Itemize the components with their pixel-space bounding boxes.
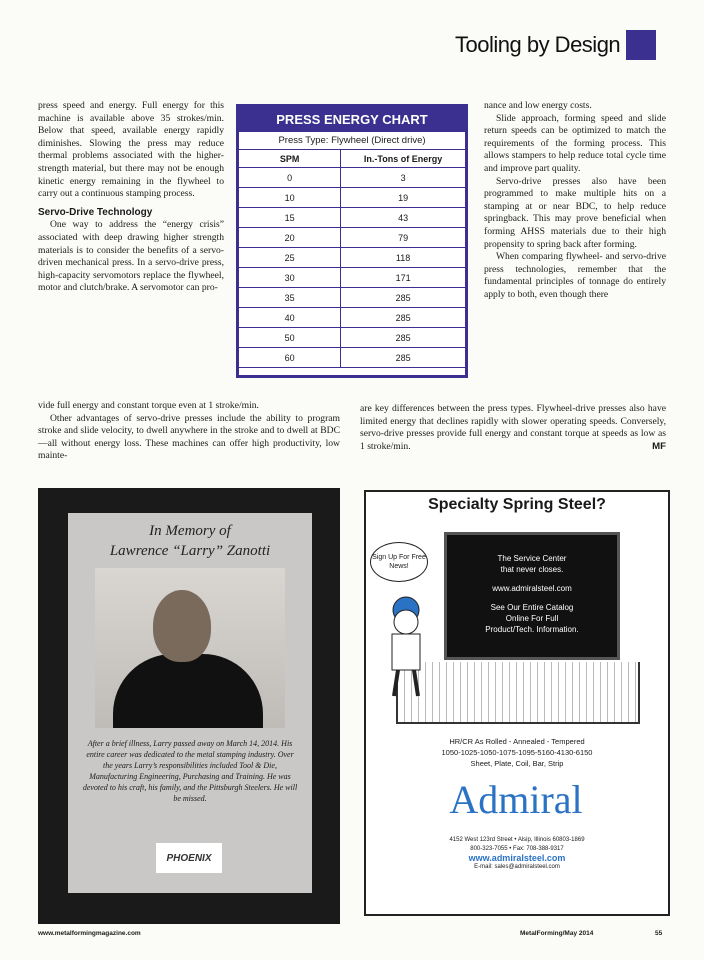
spm-cell: 0	[239, 168, 341, 188]
memorial-ad	[38, 488, 340, 924]
header-title: Tooling by Design	[455, 32, 621, 57]
memorial-panel	[68, 513, 312, 893]
memorial-heading: In Memory of Lawrence “Larry” Zanotti	[109, 523, 271, 559]
spm-cell: 30	[239, 268, 341, 288]
table-row	[239, 348, 465, 368]
paragraph: Other advantages of servo-drive presses include the ability to program stroke and slide velocity, to dwell anywhere in the stroke and to dwell at BDC—all without energy loss. These machines can offer high productivity, low mainte-	[38, 412, 340, 462]
spm-cell: 25	[239, 248, 341, 268]
page-number: 55	[655, 930, 663, 937]
energy-cell: 79	[341, 228, 465, 248]
energy-cell: 285	[341, 308, 465, 328]
spm-cell: 15	[239, 208, 341, 228]
table-row	[239, 248, 465, 268]
article-column-right	[484, 100, 666, 302]
spm-cell: 40	[239, 308, 341, 328]
spm-cell: 35	[239, 288, 341, 308]
spm-cell: 60	[239, 348, 341, 368]
chart-title: PRESS ENERGY CHART	[239, 107, 465, 132]
ad-title: Specialty Spring Steel?	[428, 496, 606, 513]
end-mark: MF	[652, 440, 666, 452]
table-row	[239, 288, 465, 308]
phoenix-logo: PHOENIX	[156, 843, 222, 873]
email-link[interactable]: E-mail: sales@admiralsteel.com	[474, 864, 560, 870]
column-header-energy: In.-Tons of Energy	[341, 150, 465, 168]
paragraph: press speed and energy. Full energy for this machine is available above 35 strokes/min. Below that speed, available energy rapidly diminishes. Slowing the press may reduce thermal problems associated with the higher-strength material, but there may not be enough kinetic energy remaining in the flywheel to carry out a continuous stamping process.	[38, 100, 224, 200]
footer-issue: MetalForming/May 2014	[520, 930, 594, 937]
subheading: Servo-Drive Technology	[38, 206, 153, 218]
paragraph: When comparing flywheel- and servo-drive press technologies, remember that the fundamental principles of tonnage do entirely apply to both, even though there	[484, 251, 666, 300]
table-row	[239, 268, 465, 288]
paragraph: vide full energy and constant torque even at 1 stroke/min.	[38, 400, 259, 411]
paragraph: are key differences between the press types. Flywheel-drive presses also have limited energy that declines rapidly with slower operating speeds. Conversely, servo-drive presses provide full energy and constant torque at speeds as low as 1 stroke/min.	[360, 403, 666, 452]
table-row	[239, 168, 465, 188]
contact-info: 4152 West 123rd Street • Alsip, Illinois 60803-1869 800-323-7055 • Fax: 708-388-9317 www.admiralsteel.com E-mail: sales@admiralsteel.com	[386, 836, 648, 872]
spm-cell: 20	[239, 228, 341, 248]
paragraph: Slide approach, forming speed and slide return speeds can be optimized to match the requirements of the forming process. This allows stampers to help reduce total cycle time and improve part quality.	[484, 112, 666, 174]
page-header	[455, 30, 656, 60]
footer-url: www.metalformingmagazine.com	[38, 930, 141, 937]
memorial-text: After a brief illness, Larry passed away on March 14, 2014. His entire career was dedicated to the metal stamping industry. Over the years Larry’s responsibilities included Tool & Die, Manufacturing Engineering, Purchasing and Training. He was devoted to his craft, his family, and the Pittsburgh Steelers. He will be missed.	[82, 739, 298, 803]
press-energy-chart	[236, 104, 468, 378]
article-column-bottom	[360, 403, 666, 453]
mascot-illustration	[378, 592, 434, 702]
energy-cell: 3	[341, 168, 465, 188]
table-row	[239, 208, 465, 228]
article-column-wide	[38, 400, 340, 463]
chart-subtitle: Press Type: Flywheel (Direct drive)	[239, 132, 465, 150]
table-row	[239, 308, 465, 328]
portrait-body	[113, 654, 263, 728]
energy-cell: 118	[341, 248, 465, 268]
admiral-steel-ad	[364, 490, 670, 916]
table-row	[239, 188, 465, 208]
table-row	[239, 328, 465, 348]
energy-cell: 285	[341, 348, 465, 368]
energy-cell: 43	[341, 208, 465, 228]
column-header-spm: SPM	[239, 150, 341, 168]
paragraph: nance and low energy costs.	[484, 100, 592, 111]
admiral-logo: Admiral	[449, 777, 583, 822]
table-row	[239, 228, 465, 248]
spm-cell: 50	[239, 328, 341, 348]
energy-cell: 285	[341, 328, 465, 348]
signup-badge: Sign Up For Free News!	[370, 542, 428, 582]
website-link[interactable]: www.admiralsteel.com	[468, 853, 566, 863]
header-accent-box	[626, 30, 656, 60]
article-column-left	[38, 100, 224, 295]
paragraph: Servo-drive presses also have been programmed to make multiple hits on a stamping at or near BDC, to help reduce springback. This may prove beneficial when forming AHSS materials due to their high propensity to spring back after forming.	[484, 175, 666, 250]
energy-cell: 19	[341, 188, 465, 208]
energy-table	[239, 150, 465, 368]
paragraph: One way to address the “energy crisis” associated with deep drawing higher strength materials is to consider the benefits of a servo-driven mechanical press. In a servo-drive press, high-capacity servomotors replace the flywheel, motor and clutch/brake. A servomotor can pro-	[38, 219, 224, 294]
product-specs: HR/CR As Rolled - Annealed - Tempered 1050-1025-1050-1075-1095-5160-4130-6150 Sheet, Plate, Coil, Bar, Strip	[441, 737, 593, 768]
portrait-photo	[95, 568, 285, 728]
energy-cell: 285	[341, 288, 465, 308]
laptop-screen: The Service Center that never closes. www.admiralsteel.com See Our Entire Catalog Online For Full Product/Tech. Information.	[444, 532, 620, 660]
energy-cell: 171	[341, 268, 465, 288]
spm-cell: 10	[239, 188, 341, 208]
portrait-head	[153, 590, 211, 662]
